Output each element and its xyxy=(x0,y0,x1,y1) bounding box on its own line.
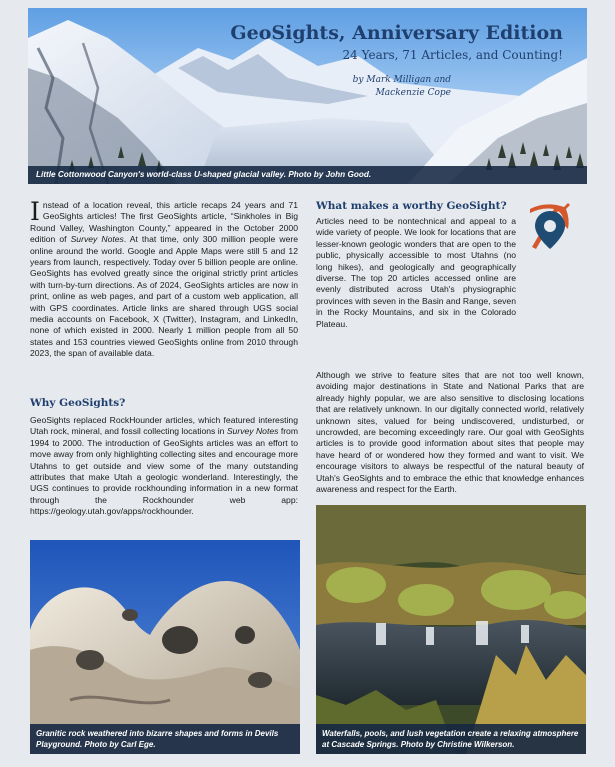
worthy-geosight-heading: What makes a worthy GeoSight? xyxy=(316,200,507,212)
geosight-pin-icon xyxy=(524,199,574,255)
worthy-paragraph-2 xyxy=(316,370,584,495)
worthy-text-2: Although we strive to feature sites that are not too well known, avoiding major destinations in State and National Parks that are already highly popular, we are also sensitive to disclosing locations that are relatively unknown. In our digitally connected world, relatively unknown sites, valued for being undiscovered, undisturbed, or uncrowded, are becoming exceedingly rare. Our goal with GeoSights articles is to provide good information about sites that people may have heard of or wondered how they formed and want to visit. We encourage visitors to always be respectful of the natural beauty of Utah's GeoSights and to embrace the ethic that knowledge enhances awareness and respect for the Earth. xyxy=(316,370,584,495)
hero-photo-caption: Little Cottonwood Canyon's world-class U-shaped glacial valley. Photo by John Good. xyxy=(28,166,587,184)
worthy-paragraph-1a xyxy=(316,216,516,330)
byline-line-2: Mackenzie Cope xyxy=(375,88,451,98)
why-paragraph xyxy=(30,415,298,518)
article-title: GeoSights, Anniversary Edition xyxy=(230,22,563,44)
intro-paragraph xyxy=(30,197,298,360)
devils-playground-photo xyxy=(30,540,300,754)
hero-photo xyxy=(28,8,587,184)
cascade-springs-image xyxy=(316,505,586,754)
cascade-springs-photo xyxy=(316,505,586,754)
devils-playground-caption: Granitic rock weathered into bizarre shapes and forms in Devils Playground. Photo by Carl Ege. xyxy=(30,724,300,754)
granite-rock-image xyxy=(30,540,300,754)
why-text-1: GeoSights replaced RockHounder articles, which featured interesting Utah rock, mineral, and fossil collecting locations in xyxy=(30,415,298,437)
intro-text-2: . At that time, only 300 million people were online around the world. Google and Apple Maps were still 5 and 12 years from launch, respectively. Today over 5 billion people are online. GeoSights has evolved greatly since the original strictly print articles with turn-by-turn directions. As of 2024, GeoSights articles are now in print, online as web pages, and part of a custom web application, all with GPS coordinates. Article links are shared through UGS social media accounts on Facebook, X (Twitter), Instagram, and LinkedIn, none of which existed in 2000. Nearly 1 million people from all 50 states and 153 countries viewed GeoSights online from 2010 through 2023, the span of available data. xyxy=(30,234,298,359)
article-subtitle: 24 Years, 71 Articles, and Counting! xyxy=(342,48,563,62)
intro-publication: Survey Notes xyxy=(70,234,124,245)
intro-text-1: nstead of a location reveal, this article recaps 24 years and 71 GeoSights articles! The first GeoSights article, “Sinkholes in Big Round Valley, Washington County,” appeared in the October 2000 edition of xyxy=(30,200,298,245)
cascade-springs-caption: Waterfalls, pools, and lush vegetation create a relaxing atmosphere at Cascade Springs. Photo by Christine Wilkerson. xyxy=(316,724,586,754)
why-text-2: from 1994 to 2000. The introduction of GeoSights articles was an effort to move away from only highlighting collecting sites and encourage more Utahns to get outside and view some of the many outstanding attributes that make Utah a geologic wonderland. Interestingly, the UGS continues to provide rockhounding information in a new format through the Rockhounder web app: https://geology.utah.gov/apps/rockhounder. xyxy=(30,426,299,517)
byline-line-1: by Mark Milligan and xyxy=(352,75,451,85)
worthy-text-1: Articles need to be nontechnical and appeal to a wide variety of people. We look for locations that are lesser-known geologic wonders that are open to the public, physically accessible to most Utahns (no long hikes), and geologically and geographically diverse. The top 20 articles accessed online are evenly distributed across Utah's physiographic provinces with seven in the Basin and Range, seven in the Rocky Mountains, and six in the Colorado Plateau. xyxy=(316,216,516,329)
why-publication: Survey Notes xyxy=(226,426,279,437)
drop-cap: I xyxy=(30,197,40,226)
byline xyxy=(311,74,451,100)
why-geosights-heading: Why GeoSights? xyxy=(30,397,126,409)
